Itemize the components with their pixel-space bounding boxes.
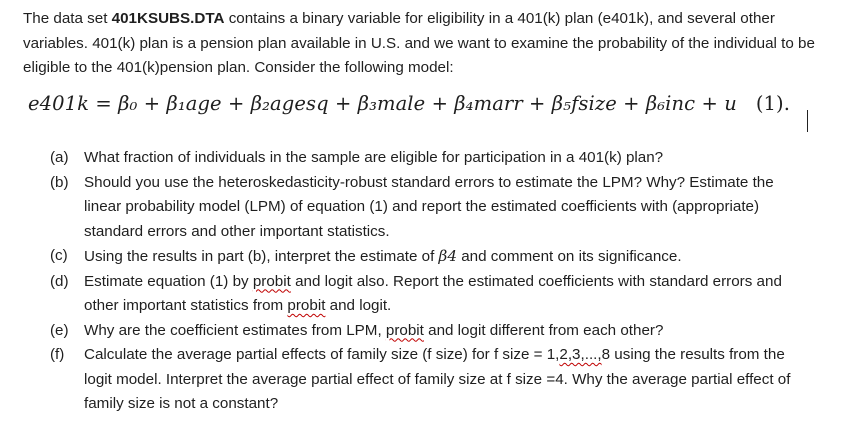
question-label: (e) xyxy=(50,321,69,339)
question-c xyxy=(50,244,810,270)
question-text-part: and logit also. Report the estimated coefficients with standard errors and other important statistics from xyxy=(84,272,782,314)
intro-paragraph xyxy=(23,7,823,81)
question-label: (d) xyxy=(50,272,69,290)
question-a xyxy=(50,146,810,171)
equation-rhs: β₀ + β₁age + β₂agesq + β₃male + β₄marr + β₅fsize + β₆inc + u xyxy=(118,92,737,115)
question-text-part: and comment on its significance. xyxy=(457,248,682,265)
question-text: Should you use the heteroskedasticity-robust standard errors to estimate the LPM? Why? Estimate the linear probability model (LPM) of equation (1) and report the estimated coefficients with (appropriate) standard errors and other important statistics. xyxy=(84,173,774,240)
question-text xyxy=(84,244,810,270)
question-label: (b) xyxy=(50,173,69,191)
equation-lhs: e401k xyxy=(28,92,90,115)
question-e xyxy=(50,319,810,344)
beta-symbol: β4 xyxy=(438,247,457,265)
question-text-part: Estimate equation (1) by xyxy=(84,272,253,290)
question-text-part: Calculate the average partial effects of family size (f size) for f size = 1, xyxy=(84,346,560,363)
question-b xyxy=(50,171,810,245)
spellcheck-word[interactable]: probit xyxy=(252,272,291,290)
question-text-part: Using the results in part (b), interpret the estimate of xyxy=(84,248,439,265)
question-text xyxy=(84,319,810,344)
model-equation xyxy=(28,92,790,115)
intro-text-1: The data set xyxy=(23,10,112,27)
question-label: (a) xyxy=(50,149,69,166)
question-text: What fraction of individuals in the sample are eligible for participation in a 401(k) plan? xyxy=(84,149,664,166)
equation-equals: = xyxy=(89,92,119,115)
intro-text-2: contains a binary variable for eligibility in a 401(k) plan (e401k), and several other variables. 401(k) plan is a pension plan available in U.S. and we want to examine the probability of the individual to be eligible to the 401(k)pension plan. Consider the following model: xyxy=(23,10,815,76)
text-cursor xyxy=(807,110,808,132)
question-label: (c) xyxy=(50,247,68,264)
question-d xyxy=(50,270,810,319)
question-text xyxy=(84,270,810,319)
spellcheck-word[interactable]: probit xyxy=(385,321,424,339)
equation-tag: (1). xyxy=(755,92,791,115)
question-f xyxy=(50,343,810,417)
question-text xyxy=(84,343,810,417)
question-list xyxy=(50,146,810,417)
dataset-name: 401KSUBS.DTA xyxy=(111,10,225,27)
spellcheck-word[interactable]: probit xyxy=(287,297,326,314)
spellcheck-word[interactable]: 2,3,..., xyxy=(559,346,602,363)
question-label: (f) xyxy=(50,346,65,363)
question-text-part: Why are the coefficient estimates from LPM, xyxy=(84,321,386,339)
question-text-part: and logit. xyxy=(325,297,392,314)
question-text-part: and logit different from each other? xyxy=(423,321,664,339)
question-text-part: 8 using the results from the logit model. Interpret the average partial effect of family size at f size =4. Why the average partial effect of family size is not a constant? xyxy=(84,346,791,412)
